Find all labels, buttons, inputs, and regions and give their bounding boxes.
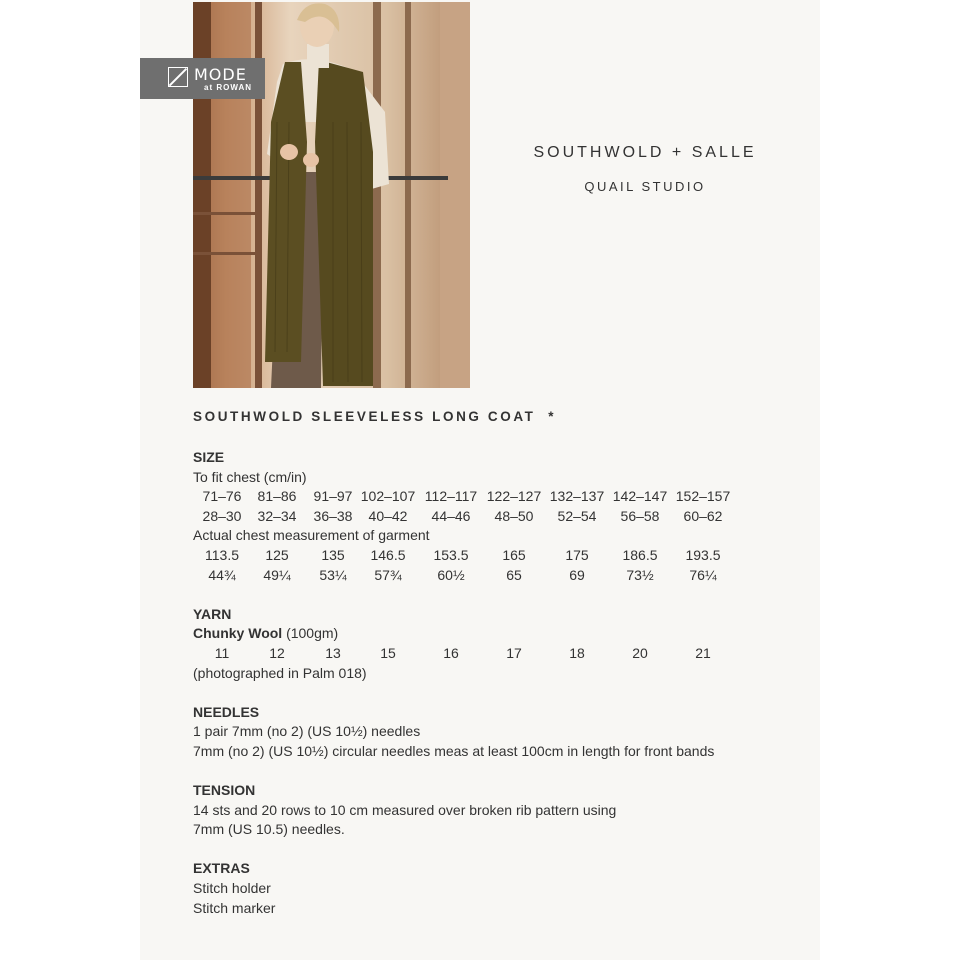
size-cell: 165 (502, 546, 526, 563)
size-cell: 153.5 (433, 546, 469, 563)
size-cell: 152–157 (675, 488, 731, 505)
size-cell: 71–76 (202, 488, 242, 505)
size-cell: 52–54 (557, 507, 597, 524)
size-cell: 15 (380, 644, 396, 661)
logo-sub-text: at ROWAN (204, 83, 252, 92)
size-cell: 113.5 (205, 546, 239, 563)
size-cell: 44¾ (208, 566, 236, 583)
size-cell: 36–38 (313, 507, 353, 524)
extras-item: Stitch marker (193, 899, 276, 916)
fit-cm-row (193, 487, 793, 507)
fit-chest-label: To fit chest (cm/in) (193, 468, 307, 485)
size-cell: 81–86 (257, 488, 297, 505)
mode-at-rowan-logo (140, 58, 265, 99)
collection-title: SOUTHWOLD + SALLE (533, 144, 757, 161)
size-cell: 13 (325, 644, 341, 661)
yarn-balls-row (193, 644, 793, 664)
extras-item: Stitch holder (193, 880, 271, 897)
pattern-details (193, 448, 793, 918)
logo-mark-icon (168, 67, 188, 87)
tension-line-2: 7mm (US 10.5) needles. (193, 821, 345, 838)
designer-name: QUAIL STUDIO (584, 179, 706, 194)
size-cell: 44–46 (431, 507, 471, 524)
size-cell: 60–62 (683, 507, 723, 524)
size-cell: 20 (632, 644, 648, 661)
yarn-weight: (100gm) (282, 625, 339, 642)
yarn-name-line (193, 624, 793, 644)
size-cell: 21 (695, 644, 711, 661)
tension-heading: TENSION (193, 782, 256, 799)
size-cell: 142–147 (612, 488, 668, 505)
size-cell: 11 (214, 644, 230, 661)
actual-in-row (193, 566, 793, 586)
size-cell: 49¼ (263, 566, 291, 583)
size-cell: 102–107 (360, 488, 416, 505)
actual-cm-row (193, 546, 793, 566)
size-cell: 73½ (626, 566, 654, 583)
logo-brand-text: MODE (194, 65, 247, 84)
tension-line-1: 14 sts and 20 rows to 10 cm measured over broken rib pattern using (193, 801, 617, 818)
yarn-note: (photographed in Palm 018) (193, 664, 367, 681)
needles-line-2: 7mm (no 2) (US 10½) circular needles meas at least 100cm in length for front bands (193, 742, 715, 759)
size-cell: 132–137 (549, 488, 605, 505)
size-cell: 18 (569, 644, 585, 661)
size-cell: 69 (569, 566, 585, 583)
size-cell: 28–30 (202, 507, 242, 524)
size-cell: 60½ (437, 566, 465, 583)
size-cell: 112–117 (424, 488, 478, 505)
pattern-title: SOUTHWOLD SLEEVELESS LONG COAT * (193, 409, 557, 424)
size-cell: 53¼ (319, 566, 347, 583)
needles-line-1: 1 pair 7mm (no 2) (US 10½) needles (193, 723, 421, 740)
size-cell: 12 (269, 644, 285, 661)
size-heading: SIZE (193, 449, 225, 465)
needles-heading: NEEDLES (193, 703, 260, 720)
size-cell: 76¼ (689, 566, 717, 583)
size-cell: 57¾ (374, 566, 402, 583)
size-cell: 56–58 (620, 507, 660, 524)
size-cell: 186.5 (622, 546, 658, 563)
yarn-heading: YARN (193, 605, 232, 622)
size-cell: 125 (265, 546, 289, 563)
size-cell: 17 (506, 644, 522, 661)
actual-chest-label: Actual chest measurement of garment (193, 527, 430, 544)
size-cell: 175 (565, 546, 589, 563)
size-cell: 40–42 (368, 507, 408, 524)
size-cell: 65 (506, 566, 522, 583)
size-cell: 193.5 (685, 546, 721, 563)
yarn-name: Chunky Wool (193, 625, 283, 642)
size-cell: 32–34 (257, 507, 297, 524)
size-cell: 91–97 (313, 488, 353, 505)
size-cell: 48–50 (494, 507, 534, 524)
extras-heading: EXTRAS (193, 860, 250, 877)
size-cell: 146.5 (370, 546, 406, 563)
size-cell: 16 (443, 644, 459, 661)
size-cell: 122–127 (486, 488, 542, 505)
fit-in-row (193, 507, 793, 527)
size-cell: 135 (321, 546, 345, 563)
